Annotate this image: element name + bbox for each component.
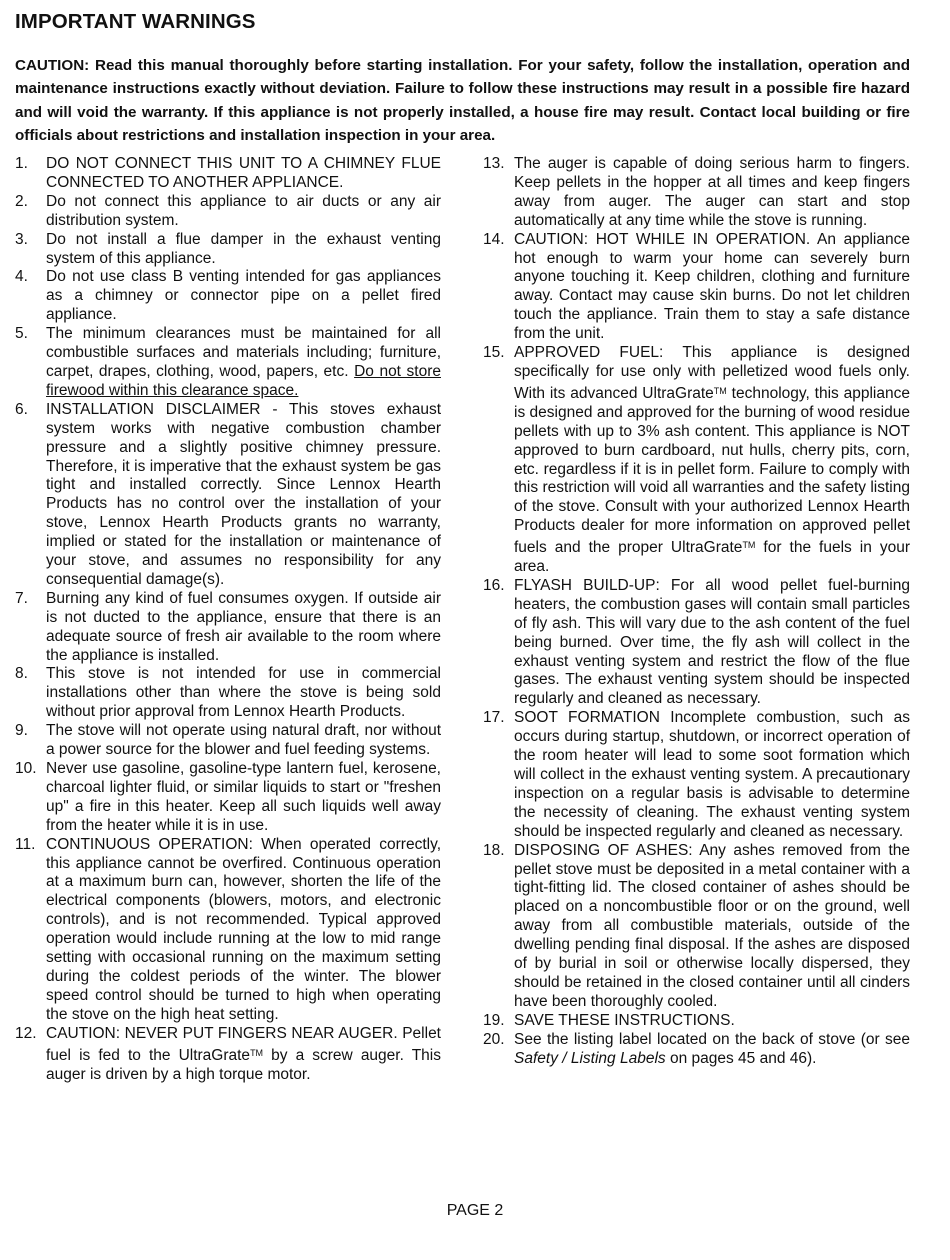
warning-item-18: 18. DISPOSING OF ASHES: Any ashes removed from the pellet stove must be deposited in a metal container with a tight-fitting lid. The closed container of ashes should be placed on a noncombustible floor or on the ground, well away from all combustible materials, outside of the dwelling pending final disposal. If the ashes are disposed of by burial in soil or otherwise locally dispersed, they should be retained in the closed container until all cinders have been thoroughly cooled. [483,841,910,1010]
trademark-mark: TM [250,1047,264,1058]
underlined-clearance-note: Do not store firewood within this clearance space. [46,362,441,399]
warning-item-1: 1. DO NOT CONNECT THIS UNIT TO A CHIMNEY FLUE CONNECTED TO ANOTHER APPLIANCE. [15,155,441,191]
caution-paragraph: CAUTION: Read this manual thoroughly before starting installation. For your safety, follow the installation, operation and maintenance instructions exactly without deviation. Failure to follow these instructions may result in a possible fire hazard and will void the warranty. If this appliance is not properly installed, a house fire may result. Contact local building or fire officials about restrictions and installation inspection in your area. [15,57,910,144]
listing-labels-reference: Safety / Listing Labels [514,1049,666,1067]
warning-item-16: 16. FLYASH BUILD-UP: For all wood pellet fuel-burning heaters, the combustion gases will contain small particles of fly ash. This will vary due to the ash content of the fuel being burned. Over time, the fly ash will collect in the exhaust venting system and restrict the flow of the flue gases. The exhaust venting system should be inspected regularly and cleaned as necessary. [483,576,910,708]
warning-item-6: 6. INSTALLATION DISCLAIMER - This stoves exhaust system works with negative combustion chamber pressure and a slightly positive chimney pressure. Therefore, it is imperative that the exhaust system be gas tight and installed correctly. Since Lennox Hearth Products has no control over the installation of your stove, Lennox Hearth Products grants no warranty, implied or stated for the installation or maintenance of your stove, and assumes no responsibility for any consequential damage(s). [15,400,441,588]
page-title: IMPORTANT WARNINGS [15,10,256,33]
warning-item-19: 19. SAVE THESE INSTRUCTIONS. [483,1011,735,1029]
warning-item-10: 10. Never use gasoline, gasoline-type lantern fuel, kerosene, charcoal lighter fluid, or similar liquids to start or "freshen up" a fire in this heater. Keep all such liquids well away from the heater while it is in use. [15,760,441,834]
warning-item-4: 4. Do not use class B venting intended for gas appliances as a chimney or connector pipe on a pellet fired appliance. [15,268,441,324]
warning-item-2: 2. Do not connect this appliance to air ducts or any air distribution system. [15,192,441,229]
warning-item-8: 8. This stove is not intended for use in commercial installations other than where the stove is being sold without prior approval from Lennox Hearth Products. [15,665,441,721]
warning-item-3: 3. Do not install a flue damper in the exhaust venting system of this appliance. [15,230,441,267]
warning-item-5: 5. The minimum clearances must be maintained for all combustible surfaces and materials including; furniture, carpet, drapes, clothing, wood, papers, etc. Do not store firewood within this clearance space. [15,325,441,399]
trademark-mark: TM [742,540,756,551]
warning-item-11: 11. CONTINUOUS OPERATION: When operated correctly, this appliance cannot be overfired. Continuous operation at a maximum burn can, however, shorten the life of the electrical components (blowers, motors, and electronic controls), and is not recommended. Typical approved operation would include running at the low to mid range setting with occasional running on the maximum setting during the coldest periods of the winter. The blower speed control should be turned to high when operating the stove on the high heat setting. [15,835,441,1023]
warning-item-17: 17. SOOT FORMATION Incomplete combustion, such as occurs during startup, shutdown, or incorrect operation of the room heater will lead to some soot formation which will collect in the exhaust venting system. A precautionary inspection on a regular basis is advisable to determine the necessity of cleaning. The exhaust venting system should be inspected regularly and cleaned as necessary. [483,709,910,840]
warnings-list-right [483,155,910,1069]
warning-item-20: 20. See the listing label located on the back of stove (or see Safety / Listing Labels on pages 45 and 46). [483,1030,910,1067]
warning-item-12: 12. CAUTION: NEVER PUT FINGERS NEAR AUGER. Pellet fuel is fed to the UltraGrate™ by a screw auger. This auger is driven by a high torque motor. [15,1024,441,1083]
warning-item-15: 15. APPROVED FUEL: This appliance is designed specifically for use only with pelletized wood fuels only. With its advanced UltraGrate™ technology, this appliance is designed and approved for the burning of wood residue pellets with up to 3% ash content. This appliance is NOT approved to burn cardboard, nut hulls, cherry pits, corn, etc. regardless if it is in pellet form. Failure to comply with this restriction will void all warranties and the safety listing of the stove. Consult with your authorized Lennox Hearth Products dealer for more information on approved pellet fuels and the proper UltraGrate™ for the fuels in your area. [483,344,911,576]
warning-item-7: 7. Burning any kind of fuel consumes oxygen. If outside air is not ducted to the appliance, ensure that there is an adequate source of fresh air available to the room where the appliance is installed. [15,589,441,664]
page-number: PAGE 2 [446,1202,504,1219]
warnings-list-left [15,155,441,1084]
warning-item-9: 9. The stove will not operate using natural draft, nor without a power source for the blower and fuel feeding systems. [15,722,441,759]
warning-item-14: 14. CAUTION: HOT WHILE IN OPERATION. An appliance hot enough to warm your home can severely burn anyone touching it. Keep children, clothing and furniture away. Contact may cause skin burns. Do not let children touch the appliance. Train them to stay a safe distance from the unit. [483,230,910,343]
warning-item-13: 13. The auger is capable of doing serious harm to fingers. Keep pellets in the hopper at all times and keep fingers away from auger. The auger can start and stop automatically at any time while the stove is running. [483,155,910,229]
trademark-mark: TM [713,385,727,396]
